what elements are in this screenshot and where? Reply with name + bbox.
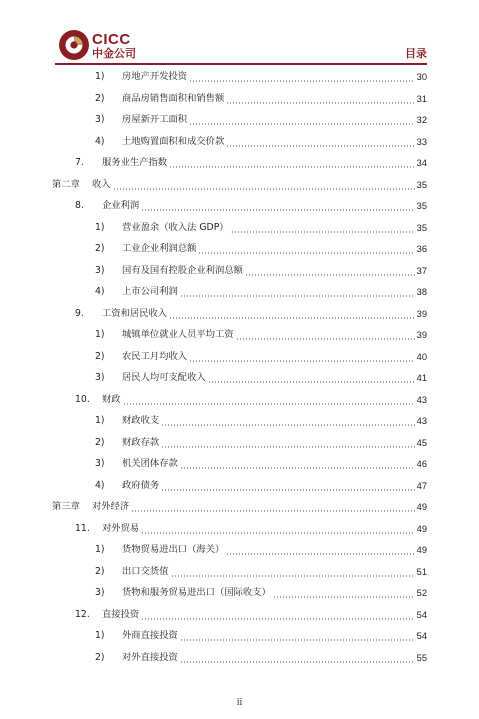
toc-entry[interactable]	[75, 305, 427, 323]
toc-entry[interactable]	[95, 262, 427, 280]
toc-entry-title: 营业盈余（收入法 GDP）	[122, 221, 229, 233]
toc-entry-title: 财政存款	[122, 436, 160, 448]
toc-entry-title: 工资和居民收入	[102, 307, 168, 319]
toc-entry-number: 9.	[75, 307, 84, 319]
toc-entry-page: 39	[416, 330, 427, 340]
brand-name-en: CICC	[92, 31, 131, 48]
toc-entry-title: 出口交货值	[122, 565, 169, 577]
toc-entry-number: 1)	[95, 329, 105, 340]
toc-entry-title: 商品房销售面积和销售额	[122, 92, 225, 104]
dot-leader	[169, 166, 415, 168]
toc-entry-number: 3)	[95, 264, 105, 276]
toc-entry-number: 11.	[75, 522, 90, 534]
toc-entry[interactable]	[75, 197, 427, 215]
toc-entry-title: 财政	[102, 393, 121, 405]
dot-leader	[141, 532, 414, 534]
dot-leader	[273, 596, 415, 598]
toc-entry-page: 37	[416, 265, 427, 276]
toc-entry-page: 54	[416, 631, 427, 641]
toc-entry-number: 4)	[95, 479, 105, 491]
toc-entry-number: 1)	[95, 630, 105, 641]
dot-leader	[113, 188, 415, 190]
toc-entry-number: 2)	[95, 565, 105, 577]
toc-entry[interactable]	[95, 477, 427, 495]
toc-entry-page: 41	[416, 373, 427, 383]
cicc-logo-icon	[58, 29, 90, 61]
toc-entry[interactable]	[75, 606, 427, 624]
toc-entry[interactable]	[95, 68, 427, 86]
toc-entry[interactable]	[95, 111, 427, 129]
dot-leader	[180, 295, 415, 297]
toc-entry-title: 房地产开发投资	[122, 71, 188, 82]
toc-entry-title: 对外直接投资	[122, 651, 178, 663]
toc-entry-number: 3)	[95, 587, 105, 598]
page-number: ii	[236, 697, 243, 708]
toc-entry-title: 政府债务	[122, 479, 160, 491]
toc-entry[interactable]	[95, 90, 427, 108]
toc-entry-page: 46	[416, 459, 427, 469]
toc-entry-page: 31	[416, 93, 427, 104]
toc-entry-title: 直接投资	[102, 608, 140, 620]
header-divider	[55, 63, 427, 65]
toc-entry-page: 39	[416, 308, 427, 319]
toc-entry-page: 52	[416, 588, 427, 598]
page-header	[0, 0, 479, 70]
toc-entry[interactable]	[95, 627, 427, 645]
toc-entry-page: 36	[416, 244, 427, 254]
toc-entry-number: 第二章	[52, 178, 80, 190]
dot-leader	[123, 403, 415, 405]
toc-entry-page: 33	[416, 136, 427, 147]
toc-entry[interactable]	[95, 584, 427, 602]
toc-entry-title: 对外贸易	[102, 522, 140, 534]
toc-entry-page: 49	[416, 502, 427, 512]
toc-entry[interactable]	[95, 649, 427, 667]
toc-entry-page: 34	[416, 158, 427, 168]
toc-entry-number: 第三章	[52, 501, 80, 512]
dot-leader	[189, 360, 415, 362]
toc-entry-title: 企业利润	[102, 200, 140, 211]
toc-entry-page: 43	[416, 394, 427, 405]
toc-entry-number: 1)	[95, 415, 105, 426]
toc-entry-page: 45	[416, 437, 427, 448]
toc-entry[interactable]	[95, 541, 427, 559]
toc-entry-number: 4)	[95, 286, 105, 297]
toc-entry[interactable]	[95, 412, 427, 430]
toc-entry-title: 土地购置面积和成交价款	[122, 135, 225, 147]
toc-entry-number: 3)	[95, 372, 105, 383]
toc-entry-number: 2)	[95, 92, 105, 104]
toc-entry[interactable]	[95, 369, 427, 387]
toc-entry[interactable]	[95, 455, 427, 473]
toc-entry-page: 51	[416, 566, 427, 577]
toc-entry[interactable]	[52, 176, 427, 194]
toc-heading: 目录	[405, 47, 427, 60]
dot-leader	[141, 618, 414, 620]
toc-entry-title: 对外经济	[92, 501, 130, 512]
toc-entry[interactable]	[95, 133, 427, 151]
toc-entry-title: 农民工月均收入	[122, 350, 188, 362]
toc-entry-number: 10.	[75, 393, 90, 405]
toc-entry-number: 3)	[95, 114, 105, 125]
toc-entry[interactable]	[75, 391, 427, 409]
toc-entry[interactable]	[52, 498, 427, 516]
toc-entry-page: 54	[416, 609, 427, 620]
toc-entry-number: 2)	[95, 651, 105, 663]
toc-entry-page: 30	[416, 72, 427, 82]
toc-entry-page: 40	[416, 351, 427, 362]
toc-entry-number: 1)	[95, 221, 105, 233]
dot-leader	[180, 639, 415, 641]
toc-entry-number: 2)	[95, 243, 105, 254]
dot-leader	[180, 661, 415, 663]
toc-entry-title: 收入	[92, 178, 111, 190]
dot-leader	[236, 338, 415, 340]
toc-entry-title: 居民人均可支配收入	[122, 372, 206, 383]
dot-leader	[245, 274, 415, 276]
toc-entry-page: 32	[416, 115, 427, 125]
toc-entry-title: 机关团体存款	[122, 458, 178, 469]
dot-leader	[180, 467, 415, 469]
brand-name-cn: 中金公司	[92, 47, 136, 60]
dot-leader	[189, 123, 415, 125]
toc-entry-title: 国有及国有控股企业利润总额	[122, 264, 243, 276]
toc-entry-title: 货物和服务贸易进出口（国际收支）	[122, 587, 271, 598]
toc-entry-title: 上市公司利润	[122, 286, 178, 297]
toc-entry-number: 1)	[95, 544, 105, 555]
toc-entry-number: 8.	[75, 200, 84, 211]
dot-leader	[171, 575, 415, 577]
dot-leader	[226, 553, 414, 555]
toc-entry-page: 35	[416, 201, 427, 211]
dot-leader	[231, 231, 415, 233]
toc-entry[interactable]	[95, 219, 427, 237]
toc-entry-page: 35	[416, 222, 427, 233]
dot-leader	[161, 489, 414, 491]
toc-entry[interactable]	[95, 434, 427, 452]
toc-entry[interactable]	[95, 348, 427, 366]
toc-entry-number: 12.	[75, 608, 90, 620]
toc-entry-number: 4)	[95, 135, 105, 147]
toc-entry-number: 2)	[95, 350, 105, 362]
toc-entry[interactable]	[95, 283, 427, 301]
dot-leader	[198, 252, 414, 254]
toc-entry[interactable]	[95, 326, 427, 344]
dot-leader	[189, 80, 415, 82]
toc-entry-title: 城镇单位就业人员平均工资	[122, 329, 234, 340]
toc-entry-page: 55	[416, 652, 427, 663]
dot-leader	[161, 446, 414, 448]
toc-entry-page: 49	[416, 545, 427, 555]
toc-entry-page: 47	[416, 480, 427, 491]
toc-entry-title: 工业企业利润总额	[122, 243, 197, 254]
toc-entry-title: 外商直接投资	[122, 630, 178, 641]
toc-entry-number: 1)	[95, 71, 105, 82]
toc-entry-number: 7.	[75, 157, 84, 168]
dot-leader	[141, 209, 414, 211]
dot-leader	[208, 381, 415, 383]
toc-entry[interactable]	[95, 563, 427, 581]
dot-leader	[169, 317, 415, 319]
dot-leader	[131, 510, 414, 512]
toc-entry-page: 49	[416, 523, 427, 534]
toc-entry[interactable]	[75, 154, 427, 172]
toc-entry-number: 3)	[95, 458, 105, 469]
toc-entry-number: 2)	[95, 436, 105, 448]
toc-entry-page: 38	[416, 287, 427, 297]
toc-entry-title: 财政收支	[122, 415, 160, 426]
dot-leader	[226, 102, 414, 104]
toc-entry-page: 35	[416, 179, 427, 190]
toc-entry[interactable]	[75, 520, 427, 538]
dot-leader	[226, 145, 414, 147]
toc-entry-title: 货物贸易进出口（海关）	[122, 544, 225, 555]
toc-entry-title: 房屋新开工面积	[122, 114, 188, 125]
toc-entry-page: 43	[416, 416, 427, 426]
toc-entry[interactable]	[95, 240, 427, 258]
dot-leader	[161, 424, 414, 426]
toc-entry-title: 服务业生产指数	[102, 157, 168, 168]
